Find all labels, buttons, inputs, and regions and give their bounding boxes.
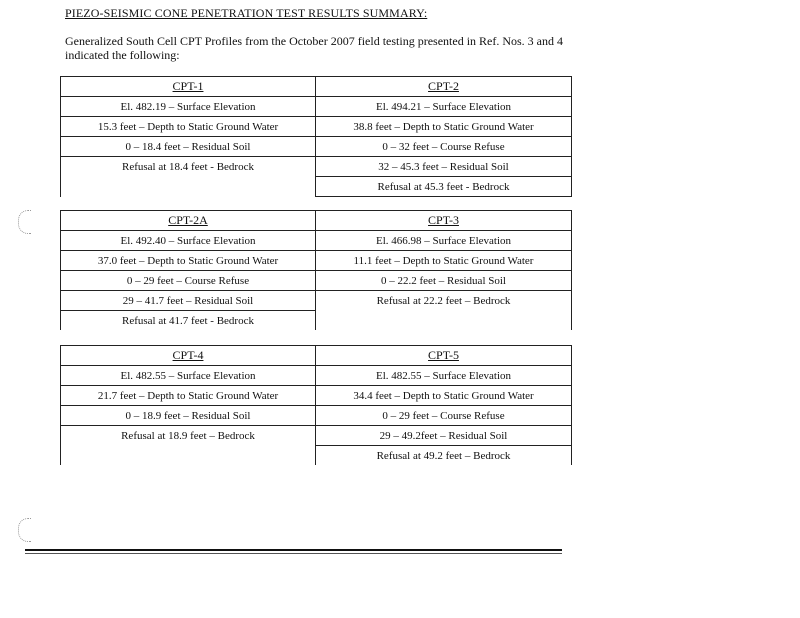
table-cell: 38.8 feet – Depth to Static Ground Water xyxy=(316,117,572,137)
table-row xyxy=(61,406,572,426)
table-cell: 0 – 29 feet – Course Refuse xyxy=(61,271,316,291)
intro-paragraph: Generalized South Cell CPT Profiles from the October 2007 field testing presented in Ref. Nos. 3 and 4 indicated the following: xyxy=(65,34,564,62)
table-cell: Refusal at 22.2 feet – Bedrock xyxy=(316,291,572,311)
table-cell: 21.7 feet – Depth to Static Ground Water xyxy=(61,386,316,406)
punch-hole-mark xyxy=(18,210,31,234)
table-cell: 37.0 feet – Depth to Static Ground Water xyxy=(61,251,316,271)
table-row xyxy=(61,311,572,331)
table-row xyxy=(61,157,572,177)
table-row xyxy=(61,271,572,291)
cpt-name-left: CPT-1 xyxy=(61,77,316,97)
cpt-table-2 xyxy=(60,210,572,330)
table-header-row xyxy=(61,77,572,97)
table-row xyxy=(61,446,572,466)
cpt-name-left: CPT-4 xyxy=(61,346,316,366)
footer-rule-thin xyxy=(25,553,562,554)
cpt-name-left: CPT-2A xyxy=(61,211,316,231)
table-cell: Refusal at 41.7 feet - Bedrock xyxy=(61,311,316,331)
table-cell: Refusal at 18.4 feet - Bedrock xyxy=(61,157,316,177)
table-cell xyxy=(61,177,316,197)
table-cell: El. 494.21 – Surface Elevation xyxy=(316,97,572,117)
table-row xyxy=(61,291,572,311)
table-row xyxy=(61,251,572,271)
table-cell xyxy=(316,311,572,331)
table-header-row xyxy=(61,211,572,231)
table-cell: 0 – 18.4 feet – Residual Soil xyxy=(61,137,316,157)
table-cell: 0 – 18.9 feet – Residual Soil xyxy=(61,406,316,426)
table-cell: 0 – 32 feet – Course Refuse xyxy=(316,137,572,157)
table-cell xyxy=(61,446,316,466)
table-cell: Refusal at 45.3 feet - Bedrock xyxy=(316,177,572,197)
cpt-table-1 xyxy=(60,76,572,197)
table-row xyxy=(61,426,572,446)
table-header-row xyxy=(61,346,572,366)
table-cell: Refusal at 49.2 feet – Bedrock xyxy=(316,446,572,466)
footer-rule xyxy=(25,549,562,551)
table-row xyxy=(61,386,572,406)
table-row xyxy=(61,177,572,197)
table-cell: El. 492.40 – Surface Elevation xyxy=(61,231,316,251)
table-cell: El. 482.55 – Surface Elevation xyxy=(61,366,316,386)
table-cell: 15.3 feet – Depth to Static Ground Water xyxy=(61,117,316,137)
cpt-name-right: CPT-5 xyxy=(316,346,572,366)
cpt-table-3 xyxy=(60,345,572,465)
table-cell: 0 – 22.2 feet – Residual Soil xyxy=(316,271,572,291)
table-cell: 29 – 49.2feet – Residual Soil xyxy=(316,426,572,446)
table-row xyxy=(61,231,572,251)
document-title: PIEZO-SEISMIC CONE PENETRATION TEST RESULTS SUMMARY: xyxy=(65,6,428,20)
table-cell: Refusal at 18.9 feet – Bedrock xyxy=(61,426,316,446)
table-cell: 34.4 feet – Depth to Static Ground Water xyxy=(316,386,572,406)
table-cell: El. 482.55 – Surface Elevation xyxy=(316,366,572,386)
table-cell: 11.1 feet – Depth to Static Ground Water xyxy=(316,251,572,271)
table-row xyxy=(61,117,572,137)
table-cell: 29 – 41.7 feet – Residual Soil xyxy=(61,291,316,311)
punch-hole-mark xyxy=(18,518,31,542)
cpt-name-right: CPT-3 xyxy=(316,211,572,231)
table-cell: 0 – 29 feet – Course Refuse xyxy=(316,406,572,426)
cpt-name-right: CPT-2 xyxy=(316,77,572,97)
table-cell: El. 482.19 – Surface Elevation xyxy=(61,97,316,117)
table-row xyxy=(61,137,572,157)
table-cell: 32 – 45.3 feet – Residual Soil xyxy=(316,157,572,177)
table-row xyxy=(61,97,572,117)
table-row xyxy=(61,366,572,386)
table-cell: El. 466.98 – Surface Elevation xyxy=(316,231,572,251)
